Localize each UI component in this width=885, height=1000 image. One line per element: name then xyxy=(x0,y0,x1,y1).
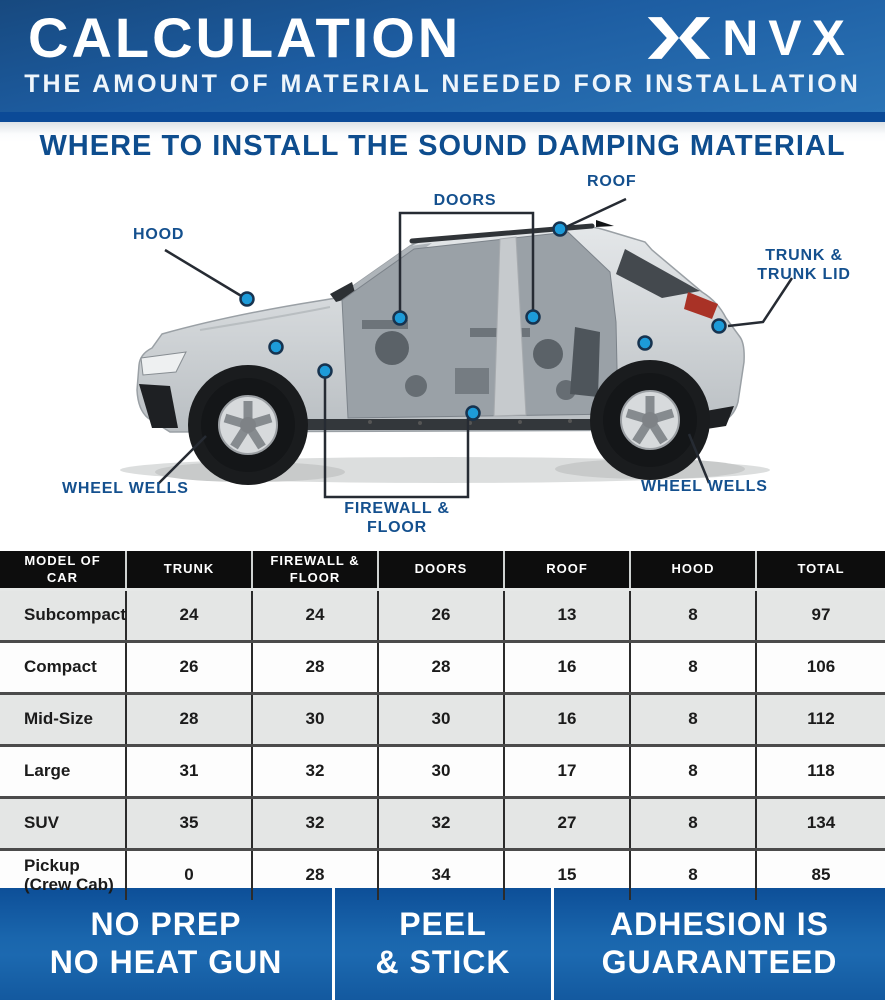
model-cell: Large xyxy=(0,747,127,796)
roof-dot xyxy=(554,223,567,236)
trunk-dot xyxy=(713,320,726,333)
front-fender-dot xyxy=(270,341,283,354)
value-cell: 28 xyxy=(379,643,505,692)
model-cell: Subcompact xyxy=(0,591,127,640)
total-cell: 106 xyxy=(806,657,836,677)
value-cell: 13 xyxy=(505,591,631,640)
total-cell: 134 xyxy=(806,813,836,833)
total-cell: 112 xyxy=(807,709,835,729)
value-cell: 8 xyxy=(631,851,757,900)
value-cell: 26 xyxy=(379,591,505,640)
column-header-doors: DOORS xyxy=(379,551,505,588)
hood-callout-line xyxy=(165,250,243,297)
column-header-model: MODEL OF CAR xyxy=(0,551,127,588)
value-cell: 28 xyxy=(127,695,253,744)
value-cell: 34 xyxy=(379,851,505,900)
value-cell: 30 xyxy=(253,695,379,744)
value-cell: 28 xyxy=(253,643,379,692)
callout-hood: HOOD xyxy=(133,226,185,243)
header-accent-strip xyxy=(0,112,885,122)
rear-wheel xyxy=(590,360,710,480)
value-cell: 0 xyxy=(127,851,253,900)
footer-banner xyxy=(0,888,885,1000)
value-cell: 8 xyxy=(631,643,757,692)
value-cell: 16 xyxy=(505,643,631,692)
value-cell: 32 xyxy=(253,799,379,848)
callout-doors: DOORS xyxy=(433,192,497,209)
nvx-x-icon xyxy=(646,10,712,66)
column-header-trunk: TRUNK xyxy=(127,551,253,588)
floor-dot xyxy=(467,407,480,420)
value-cell: 30 xyxy=(379,747,505,796)
material-table xyxy=(0,551,885,894)
value-cell: 35 xyxy=(127,799,253,848)
value-cell: 28 xyxy=(253,851,379,900)
install-diagram xyxy=(0,122,885,551)
column-header-total: TOTAL xyxy=(797,561,845,577)
nvx-logo xyxy=(646,10,855,66)
car-interior-cutaway xyxy=(342,232,618,425)
value-cell: 26 xyxy=(127,643,253,692)
total-cell: 97 xyxy=(811,605,831,625)
table-row xyxy=(0,744,885,796)
hood-dot xyxy=(241,293,254,306)
header-subtitle: THE AMOUNT OF MATERIAL NEEDED FOR INSTALLATION xyxy=(24,70,861,98)
table-row xyxy=(0,796,885,848)
table-row xyxy=(0,591,885,640)
value-cell: 31 xyxy=(127,747,253,796)
value-cell: 17 xyxy=(505,747,631,796)
value-cell: 32 xyxy=(253,747,379,796)
table-row xyxy=(0,692,885,744)
total-cell: 118 xyxy=(807,761,835,781)
value-cell: 8 xyxy=(631,799,757,848)
table-header-row xyxy=(0,551,885,591)
value-cell: 8 xyxy=(631,747,757,796)
model-cell: Pickup (Crew Cab) xyxy=(0,851,127,900)
table-row xyxy=(0,640,885,692)
footer-item-peel-stick: PEEL & STICK xyxy=(375,906,511,980)
callout-roof: ROOF xyxy=(587,173,637,190)
front-door-dot xyxy=(394,312,407,325)
footer-item-adhesion: ADHESION IS GUARANTEED xyxy=(601,906,838,980)
front-wheel xyxy=(188,365,308,485)
front-floor-dot xyxy=(319,365,332,378)
value-cell: 15 xyxy=(505,851,631,900)
column-header-roof: ROOF xyxy=(505,551,631,588)
model-cell: Mid-Size xyxy=(0,695,127,744)
header-banner xyxy=(0,0,885,112)
trunk-callout-line xyxy=(728,278,792,326)
value-cell: 30 xyxy=(379,695,505,744)
total-cell: 85 xyxy=(811,865,831,885)
value-cell: 27 xyxy=(505,799,631,848)
model-cell: Compact xyxy=(0,643,127,692)
callout-wheel-wells-left: WHEEL WELLS xyxy=(62,480,189,497)
model-cell: SUV xyxy=(0,799,127,848)
value-cell: 16 xyxy=(505,695,631,744)
value-cell: 24 xyxy=(253,591,379,640)
column-header-hood: HOOD xyxy=(631,551,757,588)
rear-quarter-dot xyxy=(639,337,652,350)
value-cell: 24 xyxy=(127,591,253,640)
antenna-fin xyxy=(596,220,614,227)
value-cell: 8 xyxy=(631,591,757,640)
callout-trunk: TRUNK & TRUNK LID xyxy=(757,247,851,284)
callout-firewall-floor: FIREWALL & FLOOR xyxy=(344,500,450,537)
callout-wheel-wells-right: WHEEL WELLS xyxy=(641,478,768,495)
column-header-firewall-floor: FIREWALL & FLOOR xyxy=(253,551,379,588)
value-cell: 8 xyxy=(631,695,757,744)
nvx-logo-text: NVX xyxy=(722,10,855,66)
value-cell: 32 xyxy=(379,799,505,848)
footer-item-no-prep: NO PREP NO HEAT GUN xyxy=(49,906,283,980)
diagram-title: WHERE TO INSTALL THE SOUND DAMPING MATERIAL xyxy=(39,130,846,162)
rear-door-dot xyxy=(527,311,540,324)
page-title: CALCULATION xyxy=(28,6,462,69)
